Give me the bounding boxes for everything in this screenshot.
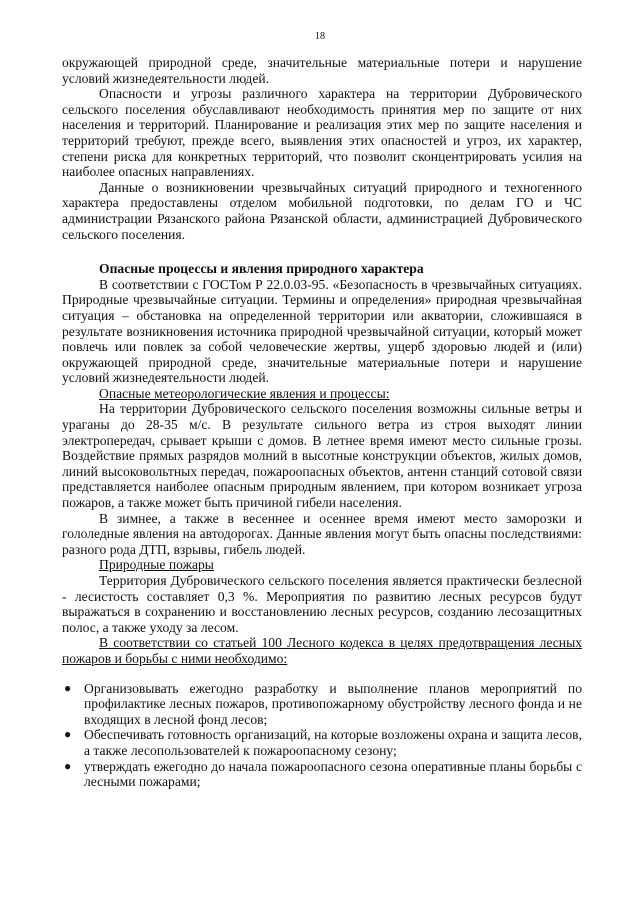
subheading-fires-text: Природные пожары xyxy=(99,557,214,573)
measures-list xyxy=(62,681,582,790)
subheading-fires xyxy=(62,557,582,573)
subheading-meteorological-text: Опасные метеорологические явления и процессы: xyxy=(99,385,390,401)
list-item-text: утверждать ежегодно до начала пожароопасного сезона оперативные планы борьбы с лесными пожарами; xyxy=(84,758,582,790)
list-item-text: Обеспечивать готовность организаций, на которые возложены охрана и защита лесов, а также лесопользователей к пожароопасному сезону; xyxy=(84,727,582,758)
subheading-meteorological xyxy=(62,386,582,402)
paragraph-gost: В соответствии с ГОСТом Р 22.0.03-95. «Безопасность в чрезвычайных ситуациях. Природные чрезвычайные ситуации. Термины и определения» природная чрезвычайная ситуация – обстановка на определенной территории или акватории, сложившаяся в результате возникновения источника природной чрезвычайной ситуации, который может повлечь или повлек за собой человеческие жертвы, ущерб здоровью людей и (или) окружающей природной среде, значительные материальные потери и нарушение условий жизнедеятельности людей. xyxy=(62,276,582,386)
paragraph-frost: В зимнее, а также в весеннее и осеннее время имеют место заморозки и гололедные явления на автодорогах. Данные явления могут быть опасны последствиями: разного рода ДТП, взрывы, гибель людей. xyxy=(62,510,582,557)
paragraph-forest-code: В соответствии со статьей 100 Лесного кодекса в целях предотвращения лесных пожаров и борьбы с ними необходимо: xyxy=(62,635,582,666)
list-item xyxy=(62,727,582,758)
page-content xyxy=(62,55,582,790)
list-item-text: Организовывать ежегодно разработку и выполнение планов мероприятий по профилактике лесных пожаров, противопожарному обустройству лесного фонда и не входящих в лесной фонд лесов; xyxy=(84,680,582,727)
section-heading: Опасные процессы и явления природного характера xyxy=(99,261,424,277)
bullet-icon: ● xyxy=(64,680,72,695)
paragraph-forest-cover: Территория Дубровического сельского поселения является практически безлесной - лесистость составляет 0,3 %. Мероприятия по развитию лесных ресурсов будут выражаться в сохранению и восстановлению лесных ресурсов, созданию лесозащитных полос, а также уходу за лесом. xyxy=(62,573,582,635)
paragraph-continuation: окружающей природной среде, значительные материальные потери и нарушение условий жизнедеятельности людей. xyxy=(62,55,582,86)
paragraph-winds: На территории Дубровического сельского поселения возможны сильные ветры и ураганы до 28-35 м/с. В результате сильного ветра из строя выходят линии электропередач, срывает крыши с домов. В летнее время имеют место сильные грозы. Воздействие прямых разрядов молний в высотные конструкции объектов, жилых домов, линий высоковольтных передач, пожароопасных объектов, антенн станций сотовой связи представляется наиболее опасным природным явлением, при котором возникает угроза пожаров, а также может быть причиной гибели населения. xyxy=(62,401,582,511)
spacer xyxy=(62,242,582,261)
list-item xyxy=(62,759,582,790)
bullet-icon: ● xyxy=(64,727,72,742)
paragraph-data-sources: Данные о возникновении чрезвычайных ситуаций природного и техногенного характера предоставлены отделом мобильной подготовки, по делам ГО и ЧС администрации Рязанского района Рязанской области, администрацией Дубровического сельского поселения. xyxy=(62,179,582,242)
page-number: 18 xyxy=(315,31,325,42)
paragraph-threats: Опасности и угрозы различного характера на территории Дубровического сельского поселения обуславливают необходимость принятия мер по защите от них населения и территорий. Планирование и реализация этих мер по защите населения и территорий требуют, прежде всего, выявления этих опасностей и угроз, их характер, степени риска для конкретных территорий, что позволит сконцентрировать усилия на наиболее опасных направлениях. xyxy=(62,86,582,180)
list-item xyxy=(62,681,582,728)
bullet-icon: ● xyxy=(64,758,72,773)
